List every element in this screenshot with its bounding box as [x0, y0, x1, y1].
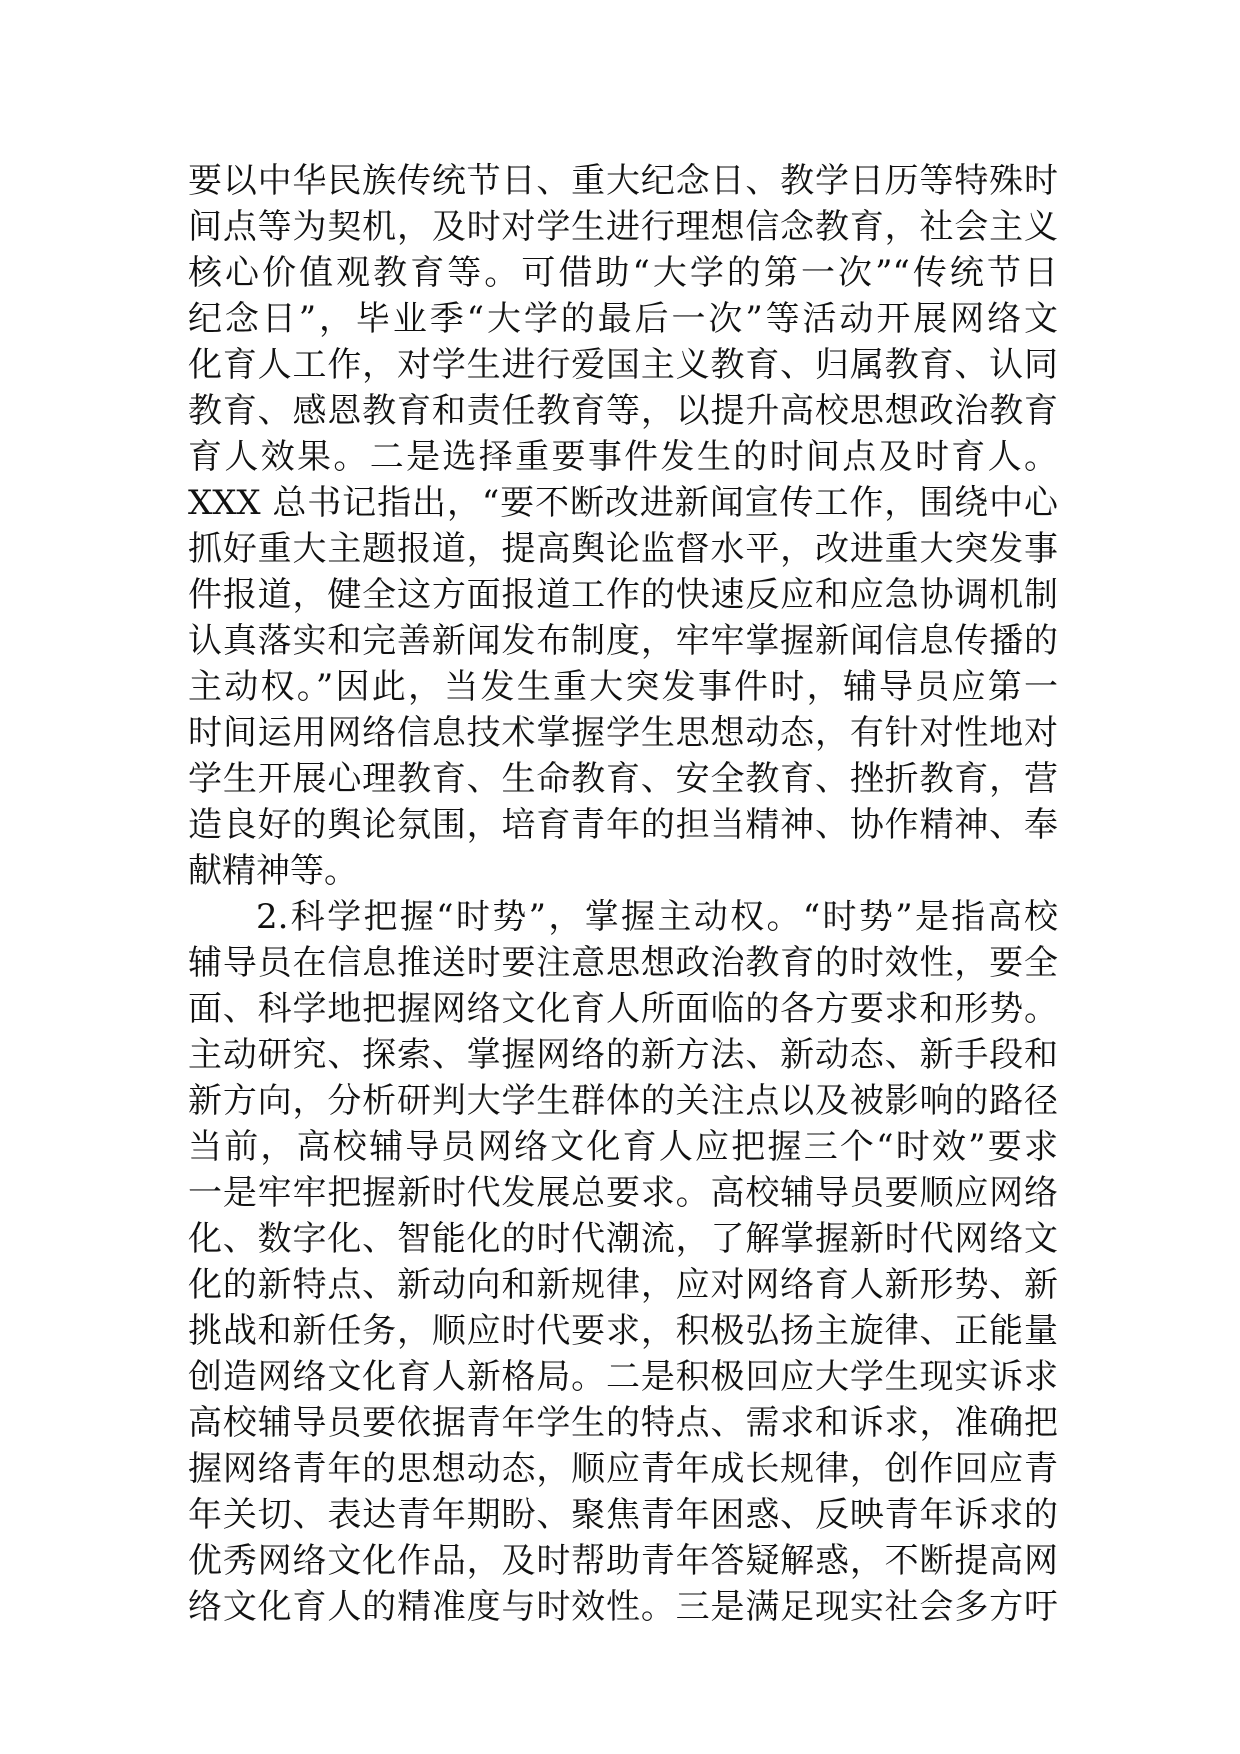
text-line: 面、科学地把握网络文化育人所面临的各方要求和形势。 — [188, 989, 1058, 1029]
section-heading-line: 2.科学把握“时势”，掌握主动权。“时势”是指高校 — [256, 897, 1058, 937]
text-line: 要以中华民族传统节日、重大纪念日、教学日历等特殊时 — [188, 161, 1058, 201]
text-line: 献精神等。 — [188, 851, 358, 891]
text-line: 主动研究、探索、掌握网络的新方法、新动态、新手段和 — [188, 1035, 1058, 1075]
text-line: 创造网络文化育人新格局。二是积极回应大学生现实诉求 — [188, 1357, 1058, 1397]
text-line: 教育、感恩教育和责任教育等，以提升高校思想政治教育 — [188, 391, 1058, 431]
text-line: 当前，高校辅导员网络文化育人应把握三个“时效”要求 — [188, 1127, 1058, 1167]
text-line: 学生开展心理教育、生命教育、安全教育、挫折教育，营 — [188, 759, 1058, 799]
text-line: 纪念日”，毕业季“大学的最后一次”等活动开展网络文 — [188, 299, 1058, 339]
text-line: 年关切、表达青年期盼、聚焦青年困惑、反映青年诉求的 — [188, 1495, 1058, 1535]
text-line: 化的新特点、新动向和新规律，应对网络育人新形势、新 — [188, 1265, 1058, 1305]
text-line: 育人效果。二是选择重要事件发生的时间点及时育人。 — [188, 437, 1058, 477]
text-line: 辅导员在信息推送时要注意思想政治教育的时效性，要全 — [188, 943, 1058, 983]
text-line: 时间运用网络信息技术掌握学生思想动态，有针对性地对 — [188, 713, 1058, 753]
text-line: 抓好重大主题报道，提高舆论监督水平，改进重大突发事 — [188, 529, 1058, 569]
text-line: XXX 总书记指出，“要不断改进新闻宣传工作，围绕中心 — [188, 483, 1058, 523]
text-line: 络文化育人的精准度与时效性。三是满足现实社会多方吁 — [188, 1587, 1058, 1627]
text-line: 新方向，分析研判大学生群体的关注点以及被影响的路径 — [188, 1081, 1058, 1121]
text-line: 核心价值观教育等。可借助“大学的第一次”“传统节日 — [188, 253, 1058, 293]
text-line: 优秀网络文化作品，及时帮助青年答疑解惑，不断提高网 — [188, 1541, 1058, 1581]
text-line: 认真落实和完善新闻发布制度，牢牢掌握新闻信息传播的 — [188, 621, 1058, 661]
text-line: 造良好的舆论氛围，培育青年的担当精神、协作精神、奉 — [188, 805, 1058, 845]
text-line: 件报道，健全这方面报道工作的快速反应和应急协调机制 — [188, 575, 1058, 615]
text-line: 间点等为契机，及时对学生进行理想信念教育，社会主义 — [188, 207, 1058, 247]
text-line: 化、数字化、智能化的时代潮流，了解掌握新时代网络文 — [188, 1219, 1058, 1259]
text-line: 主动权。”因此，当发生重大突发事件时，辅导员应第一 — [188, 667, 1058, 707]
body-text — [188, 158, 1058, 1630]
text-line: 化育人工作，对学生进行爱国主义教育、归属教育、认同 — [188, 345, 1058, 385]
text-line: 高校辅导员要依据青年学生的特点、需求和诉求，准确把 — [188, 1403, 1058, 1443]
text-line: 挑战和新任务，顺应时代要求，积极弘扬主旋律、正能量 — [188, 1311, 1058, 1351]
text-line: 握网络青年的思想动态，顺应青年成长规律，创作回应青 — [188, 1449, 1058, 1489]
text-line: 一是牢牢把握新时代发展总要求。高校辅导员要顺应网络 — [188, 1173, 1058, 1213]
